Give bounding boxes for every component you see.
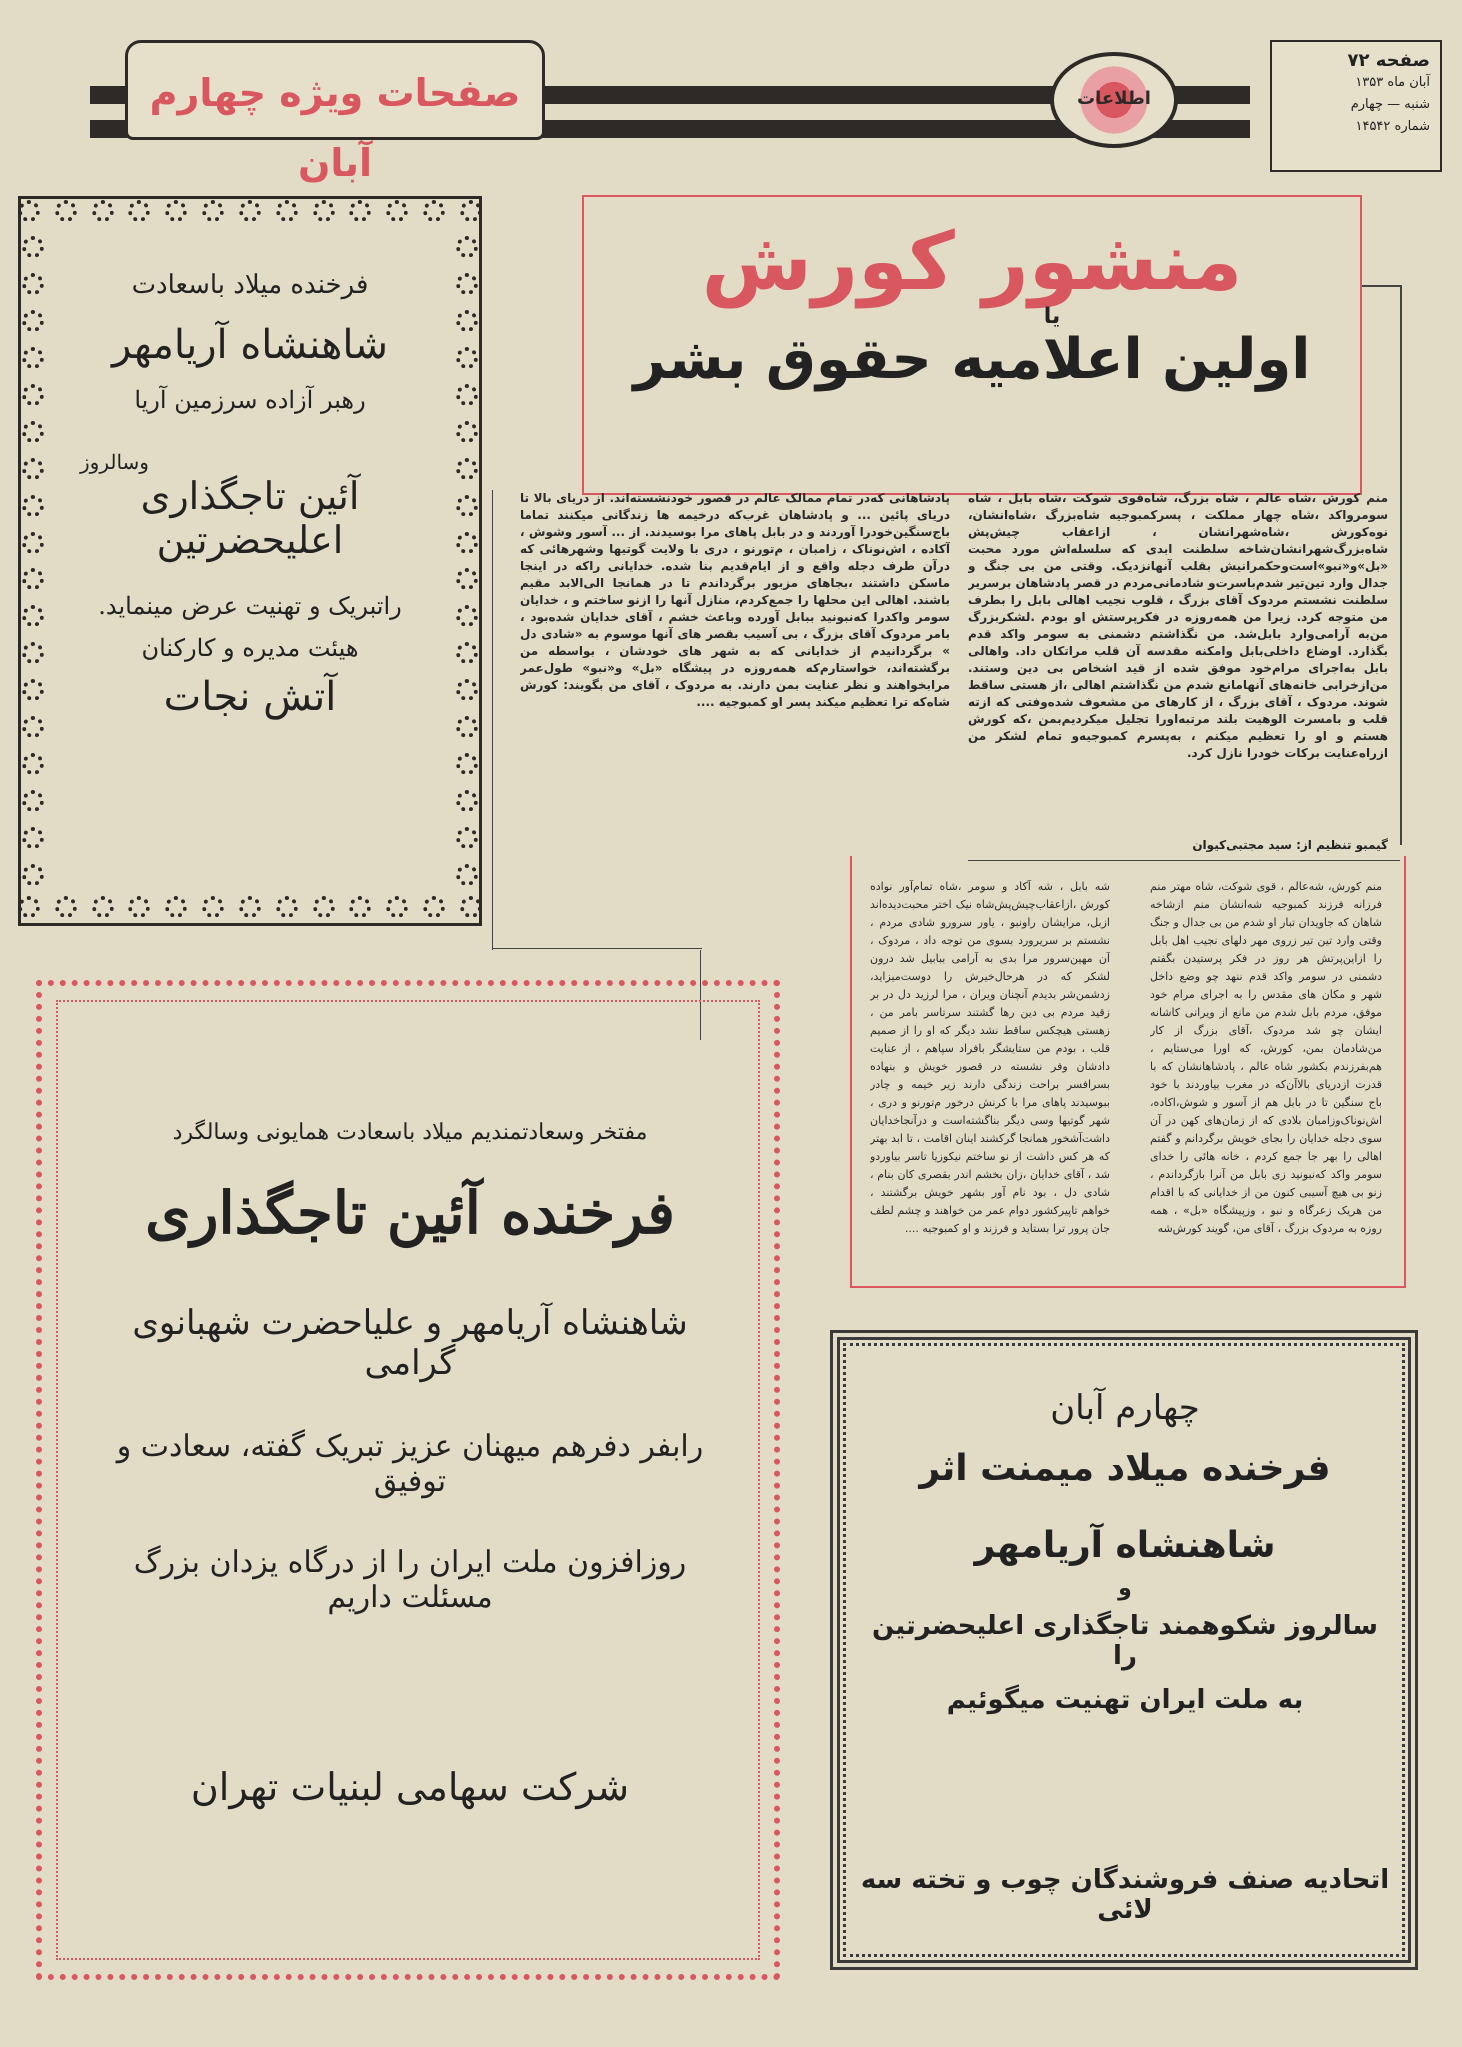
flower-icon xyxy=(423,896,445,918)
flower-icon xyxy=(22,458,44,480)
flower-icon xyxy=(460,200,482,222)
ad-pink-line2: فرخنده آئین تاجگذاری xyxy=(145,1179,675,1247)
title-rule xyxy=(1362,285,1402,287)
flower-icon xyxy=(165,200,187,222)
ad-flower-line2: شاهنشاه آریامهر xyxy=(111,322,389,368)
ad-flower-content xyxy=(60,270,440,720)
flower-icon xyxy=(456,421,478,443)
issue-info-box xyxy=(1270,40,1442,172)
ad-ornate-content xyxy=(860,1388,1390,1925)
flower-column-left xyxy=(22,236,44,886)
flower-icon xyxy=(239,200,261,222)
issue-day: شنبه — چهارم xyxy=(1350,97,1430,112)
ad-ornate-line1: چهارم آبان xyxy=(1050,1388,1200,1428)
flower-icon xyxy=(22,716,44,738)
flower-icon xyxy=(456,716,478,738)
flower-icon xyxy=(22,236,44,258)
ad-flower-line8: آتش نجات xyxy=(163,674,337,720)
flower-icon xyxy=(55,200,77,222)
flower-icon xyxy=(456,790,478,812)
flower-icon xyxy=(239,896,261,918)
newspaper-emblem xyxy=(1050,52,1178,148)
flower-icon xyxy=(313,200,335,222)
ad-ornate-line7: اتحادیه صنف فروشندگان چوب و تخته سه لائی xyxy=(860,1865,1390,1925)
flower-icon xyxy=(165,896,187,918)
ad-ornate-line5: سالروز شکوهمند تاجگذاری اعلیحضرتین را xyxy=(872,1611,1378,1671)
flower-icon xyxy=(202,896,224,918)
flower-icon xyxy=(276,896,298,918)
page-number: صفحه ۷۲ xyxy=(1347,50,1430,71)
flower-icon xyxy=(22,310,44,332)
flower-icon xyxy=(22,827,44,849)
ad-ornate-line4: و xyxy=(1118,1576,1132,1601)
flower-icon xyxy=(22,790,44,812)
flower-icon xyxy=(22,421,44,443)
flower-icon xyxy=(386,200,408,222)
ad-pink-line5: روزافزون ملت ایران را از درگاه یزدان بزرگ مسئلت داریم xyxy=(133,1545,687,1615)
flower-icon xyxy=(456,458,478,480)
flower-icon xyxy=(456,347,478,369)
flower-row-top xyxy=(18,200,482,222)
flower-icon xyxy=(22,532,44,554)
flower-icon xyxy=(456,568,478,590)
flower-icon xyxy=(456,310,478,332)
emblem-label: اطلاعات xyxy=(1077,88,1151,109)
flower-icon xyxy=(456,679,478,701)
ad-flower-line1: فرخنده میلاد باسعادت xyxy=(131,270,369,300)
flower-icon xyxy=(456,273,478,295)
article-connector: یا xyxy=(1043,304,1061,329)
column-rule-left xyxy=(492,490,493,950)
flower-icon xyxy=(128,896,150,918)
flower-icon xyxy=(22,642,44,664)
flower-icon xyxy=(456,495,478,517)
verse-box-left-edge xyxy=(850,856,852,1288)
flower-icon xyxy=(349,200,371,222)
flower-icon xyxy=(456,864,478,886)
ad-flower-line6: راتبریک و تهنیت عرض مینماید. xyxy=(98,592,402,620)
verse-column-right: منم کورش، شه‌عالم ، قوی شوکت، شاه مهتر منم فرزانه فرزند کمبوجیه شه‌انشان منم ازشاخه شاهان که جاویدان تبار او شدم من بی جدال و جنگ وقتی وارد تین تیر زروی مهر دلهای نجیب اهل بابل را ازاین‌پرتش هر روز در فکر پرستیدن بگفتم دشمنی در سومر واکد قدم ننهد چو وضع داخل شهر و مکان های مقدس را به اجرای مرام خود موفق، مردم بابل شدم من مانع از ویرانی کاشانه ایشان چو شد مردوک ،آقای بزرگ از کار من‌شادمان بمن، کورش، که اورا می‌ستایم ، هم‌بفرزندم بکشور شاه عالم ، پادشاهانشان که با قدرت ازدریای بالاآن‌که در مغرب بیاوردند با خود باج سنگین تا در بابل هم از آسور و شوش،اکاده، اش‌نوناک‌وزامبان بلادی که از زمان‌های کهن در آن سوی دجله خدایان را بجای خویش برگردانم و گفتم اهالی را بهر جا جمع کردم ، خانه هائی را خدای سومر واکد که‌نبونید زی بابل من آنرا بازگرداندم ، زنو بی هیچ آسیبی کنون من از خدایانی که با اقدام من هریک زعرگاه و نبو ، وزپیشگاه «بل» ، همه روزه به مردوک بزرگ ، آقای من، گویند کورش‌شه xyxy=(1150,880,1382,1235)
flower-row-bottom xyxy=(18,896,482,918)
flower-icon xyxy=(202,200,224,222)
flower-icon xyxy=(22,753,44,775)
article-column-right: منم کورش ،شاه عالم ، شاه بزرگ، شاه‌قوی شوکت ،شاه بابل ، شاه سومرواکد ،شاه چهار مملکت ، پسرکمبوجیه شاه‌بزرگ ،شاه‌انشان، نوه‌کورش ،شاه‌شهرانشان ، ازاعقاب چیش‌پش شاه‌بزرگ‌شهرانشان‌شاخه سلطنت ابدی که سلسله‌اش مورد محبت «بل»و«نبو»است‌وحکمرانیش بقلب آنهانزدیک. وقتی من بی جنگ و جدال وارد تین‌تیر شدم‌باسرت‌و شادمانی‌مردم در قصر پادشاهان برسریر سلطنت نشستم مردوک آقای بزرگ ، قلوب نجیب اهالی بابل را بطرف من متوجه کرد. زیرا من همه‌روزه در فکرپرستش او بودم .لشکربزرگ من‌به آرامی‌وارد بابل‌شد. من نگذاشتم دشمنی به سومر واکد قدم بگذارد. اوضاع داخلی‌بابل وامکنه مقدسه آن قلب مراتکان داد. واهالی بابل به‌اجرای مرام‌خود موفق شده از قید اشخاص بی دین وستند. من‌ازخرابی خانه‌های آنهامانع شدم من نگذاشتم اهالی ،از هستی ساقط شوند. مردوک ، آقای بزرگ ، از کارهای من مشعوف شده‌وفتی که ازته قلب و بامسرت الوهیت بلند مرتبه‌اورا تجلیل میکردیم‌بمن ،که کورش هستم و او را تعظیم میکنم ، به‌پسرم کمبوجیه‌و تمام لشکر من ازراه‌عنایت برکات خودرا نازل کرد. xyxy=(968,491,1388,760)
flower-icon xyxy=(456,236,478,258)
flower-icon xyxy=(456,384,478,406)
flower-icon xyxy=(276,200,298,222)
ad-flower-line4: وسالروز xyxy=(80,450,149,474)
flower-icon xyxy=(128,200,150,222)
flower-icon xyxy=(456,605,478,627)
column-rule-right xyxy=(1400,285,1402,845)
column-rule-bottom xyxy=(492,948,702,949)
ad-pink-line4: رابفر دفرهم میهنان عزیز تبریک گفته، سعادت و توفیق xyxy=(116,1429,704,1499)
ad-pink-line6: شرکت سهامی لبنیات تهران xyxy=(190,1765,630,1809)
flower-icon xyxy=(22,495,44,517)
flower-icon xyxy=(22,568,44,590)
article-column-left: پادشاهانی که‌در تمام ممالک عالم در قصور خودنشسته‌اند. از دریای بالا تا دریای پائین ... و پادشاهان غرب‌که درخیمه ها زندگانی میکنند تماما باج‌سنگین‌خودرا آوردند و در بابل پاهای مرا بوسیدند. از ... آسور وشوش ، آکاده ، اش‌نوناک ، زامبان ، م‌تورنو ، دری با ولایت گوتیها وشهرهائی که درآن طرف دجله واقع و از ایام‌قدیم بنا شده. خدایانی راکه در اینجا ماسکن داشتند ،بجاهای مزبور برگرداندم تا در همانجا الی‌الابد مقیم باشند. اهالی این محلها را جمع‌کردم، منازل آنها را ازنو ساختم و ، خدایان سومر واکدرا که‌نبونید ببابل آورده وباعث خشم ، آقای خدایان شده‌بود ، بامر مردوک آقای بزرگ ، بی آسیب بقصر های آنها موسوم به «شادی دل » برگردانیدم از خدایانی که به شهر های خودشان ، بواسطه من برگشته‌اند، خواستارم‌که همه‌روزه در پیشگاه «بل» و«نبو» طول‌عمر مرابخواهند و نظر عنایت بمن دارند. به مردوک ، آقای من بگویند: کورش شاه‌که ترا تعظیم میکند پسر او کمبوجیه .... xyxy=(520,491,950,709)
flower-icon xyxy=(22,679,44,701)
flower-icon xyxy=(55,896,77,918)
ad-ornate-line3: شاهنشاه آریامهر xyxy=(974,1525,1276,1566)
article-subtitle: اولین اعلامیه حقوق بشر xyxy=(633,327,1311,392)
section-banner xyxy=(125,40,545,185)
ad-ornate-line6: به ملت ایران تهنیت میگوئیم xyxy=(946,1685,1304,1715)
flower-icon xyxy=(92,896,114,918)
flower-icon xyxy=(22,347,44,369)
flower-icon xyxy=(92,200,114,222)
issue-date: آبان ماه ۱۳۵۳ xyxy=(1355,75,1430,90)
flower-icon xyxy=(456,642,478,664)
flower-icon xyxy=(18,200,40,222)
flower-icon xyxy=(18,896,40,918)
flower-icon xyxy=(456,827,478,849)
article-title-box xyxy=(582,195,1362,495)
article-byline: گیمبو تنظیم از: سید مجتبی‌کیوان xyxy=(1192,838,1388,852)
flower-icon xyxy=(349,896,371,918)
flower-icon xyxy=(22,605,44,627)
ad-flower-line7: هیئت مدیره و کارکنان xyxy=(141,634,359,662)
ad-flower-line3: رهبر آزاده سرزمین آریا xyxy=(134,386,366,414)
flower-icon xyxy=(456,753,478,775)
flower-icon xyxy=(456,532,478,554)
ad-pink-line1: مفتخر وسعادتمندیم میلاد باسعادت همایونی وسالگرد xyxy=(172,1120,648,1145)
ad-pink-content xyxy=(90,1120,730,1809)
ad-ornate-line2: فرخنده میلاد میمنت اثر xyxy=(919,1448,1331,1489)
flower-icon xyxy=(22,273,44,295)
ad-pink-line3: شاهنشاه آریامهر و علیاحضرت شهبانوی گرامی xyxy=(132,1303,688,1383)
ad-flower-line5: آئین تاجگذاری اعلیحضرتین xyxy=(140,474,360,562)
flower-icon xyxy=(22,384,44,406)
flower-icon xyxy=(22,864,44,886)
section-title: صفحات ویژه چهارم آبان xyxy=(149,71,521,185)
flower-column-right xyxy=(456,236,478,886)
flower-icon xyxy=(423,200,445,222)
verse-column-left: شه بابل ، شه آکاد و سومر ،شاه تمام‌آور نواده کورش ،ازاعقاب‌چیش‌پش‌شاه نیک اختر محبت‌دیده‌اند ازبل، مرایشان راونبو ، یاور سرورو شادی مردم ، نشستم بر سریرورد بسوی من توجه داد ، مردوک ، آن مهین‌سرور مرا بدی به آرامی ببابیل شد درون لشکر که در هرحال‌خیرش را دوست‌میزاید، زدشمن‌شر بدیدم آنچنان ویران ، مرا لرزید دل در بر زقید مردم بی دین رها گشتند سرتاسر بامر من ، زهستی هیچکس ساقط نشد دیگر که او را از صمیم قلب ، بودم من ستایشگر بافراد سپاهم ، از عنایت دادشان وفر نشسته در قصور خویش و بنهاده بسرافسر براحت زندگی دارند زیر خیمه و چادر ببوسیدند پاهای مرا با کرنش درخور م‌تورنو و دری ، شهر گوتیها وسی دیگر بناگشته‌است و درآنجاخدایان داشت‌آشخور همانجا گرکشند اینان اقامت ، تا ابد بهتر که هر کس داشت از نو ساختم نیکوزیا تاسر بیاوردو شد ، آقای خدایان ،زان بخشم اندر بقصری کان بنام ، شادی دل ، بود نام آور بشهر خویش برگشتند ، خواهم تاپیرکشور دوام عمر من خواهند و چشم لطف جان پرور ترا بستاید و فرزند و او کمبوجیه .... xyxy=(870,880,1110,1235)
flower-icon xyxy=(386,896,408,918)
flower-icon xyxy=(313,896,335,918)
issue-number: شماره ۱۴۵۴۲ xyxy=(1355,119,1430,134)
article-title: منشور کورش xyxy=(701,215,1243,308)
flower-icon xyxy=(460,896,482,918)
